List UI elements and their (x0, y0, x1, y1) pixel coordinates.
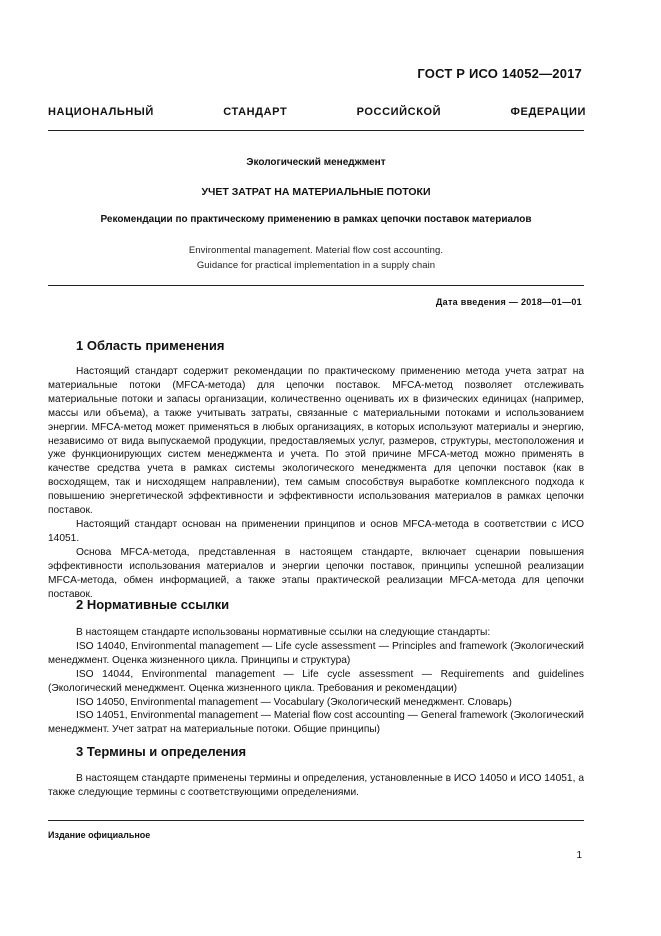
footer-divider (48, 820, 584, 821)
paragraph: Основа MFCA-метода, представленная в настоящем стандарте, включает сценарии повышения эффективности использования материалов и энергии цепочки поставок, принципы успешной реализации MFCA-метода, обмен информацией, а также этапы практической реализации MFCA-метода для цепочки поставок. (48, 546, 584, 600)
paragraph: В настоящем стандарте применены термины и определения, установленные в ИСО 14050 и ИСО 14051, а также следующие термины с соответствующими определениями. (48, 773, 584, 798)
top-divider (48, 130, 584, 131)
edition-note: Издание официальное (48, 830, 151, 840)
series-title: Экологический менеджмент (246, 157, 386, 168)
reference-item: ISO 14044, Environmental management — Life cycle assessment — Requirements and guidelines (Экологический менеджмент. Оценка жизненного цикла. Требования и рекомендации) (48, 668, 584, 694)
standard-type-title: НАЦИОНАЛЬНЫЙ СТАНДАРТ РОССИЙСКОЙ ФЕДЕРАЦИИ (48, 106, 586, 118)
document-code: ГОСТ Р ИСО 14052—2017 (417, 66, 582, 81)
section-2-body (48, 626, 584, 737)
reference-item: ISO 14040, Environmental management — Life cycle assessment — Principles and framework (Экологический менеджмент. Оценка жизненного цикла. Принципы и структура) (48, 640, 584, 666)
section-1-heading: 1 Область применения (76, 338, 225, 353)
page-number: 1 (576, 850, 582, 861)
english-title-line-2: Guidance for practical implementation in a supply chain (196, 260, 436, 271)
title-divider (48, 285, 584, 286)
main-title: УЧЕТ ЗАТРАТ НА МАТЕРИАЛЬНЫЕ ПОТОКИ (201, 186, 431, 198)
introduction-date: Дата введения — 2018—01—01 (435, 297, 582, 307)
section-2-heading: 2 Нормативные ссылки (76, 597, 230, 612)
section-3-body (48, 772, 584, 800)
paragraph: Настоящий стандарт основан на применении принципов и основ MFCA-метода в соответствии с ИСО 14051. (48, 518, 584, 544)
english-title-line-1: Environmental management. Material flow cost accounting. (188, 245, 444, 256)
section-1-body (48, 365, 584, 601)
section-3-heading: 3 Термины и определения (76, 744, 247, 759)
reference-item: ISO 14051, Environmental management — Material flow cost accounting — General framework (Экологический менеджмент. Учет затрат на материальные потоки. Общие принципы) (48, 710, 584, 736)
paragraph: В настоящем стандарте использованы нормативные ссылки на следующие стандарты: (76, 627, 491, 638)
paragraph: Настоящий стандарт содержит рекомендации по практическому применению метода учета затрат на материальные потоки (MFCA-метода) для цепочки поставок. MFCA-метод позволяет отслеживать материальные потоки и запасы организации, количественно оценивать их в физических единицах (например, массы или объема), а также учитывать затраты, связанные с материальными потоками и использованием энергии. MFCA-метод может применяться в любых организациях, в которых используют материалы и энергию, независимо от вида выпускаемой продукции, предоставляемых услуг, размеров, структуры, местоположения и уже функционирующих систем менеджмента и учета. По этой причине MFCA-метод можно применять в качестве средства учета в рамках системы экологического менеджмента для цепочки поставок (как в восходящем, так и нисходящем направлении), тем самым способствуя выработке комплексного подхода к повышению энергетической эффективности и эффективности использования материалов в рамках цепочки поставок. (48, 366, 584, 517)
reference-item: ISO 14050, Environmental management — Vocabulary (Экологический менеджмент. Словарь) (76, 696, 512, 708)
subtitle: Рекомендации по практическому применению в рамках цепочки поставок материалов (100, 214, 532, 225)
